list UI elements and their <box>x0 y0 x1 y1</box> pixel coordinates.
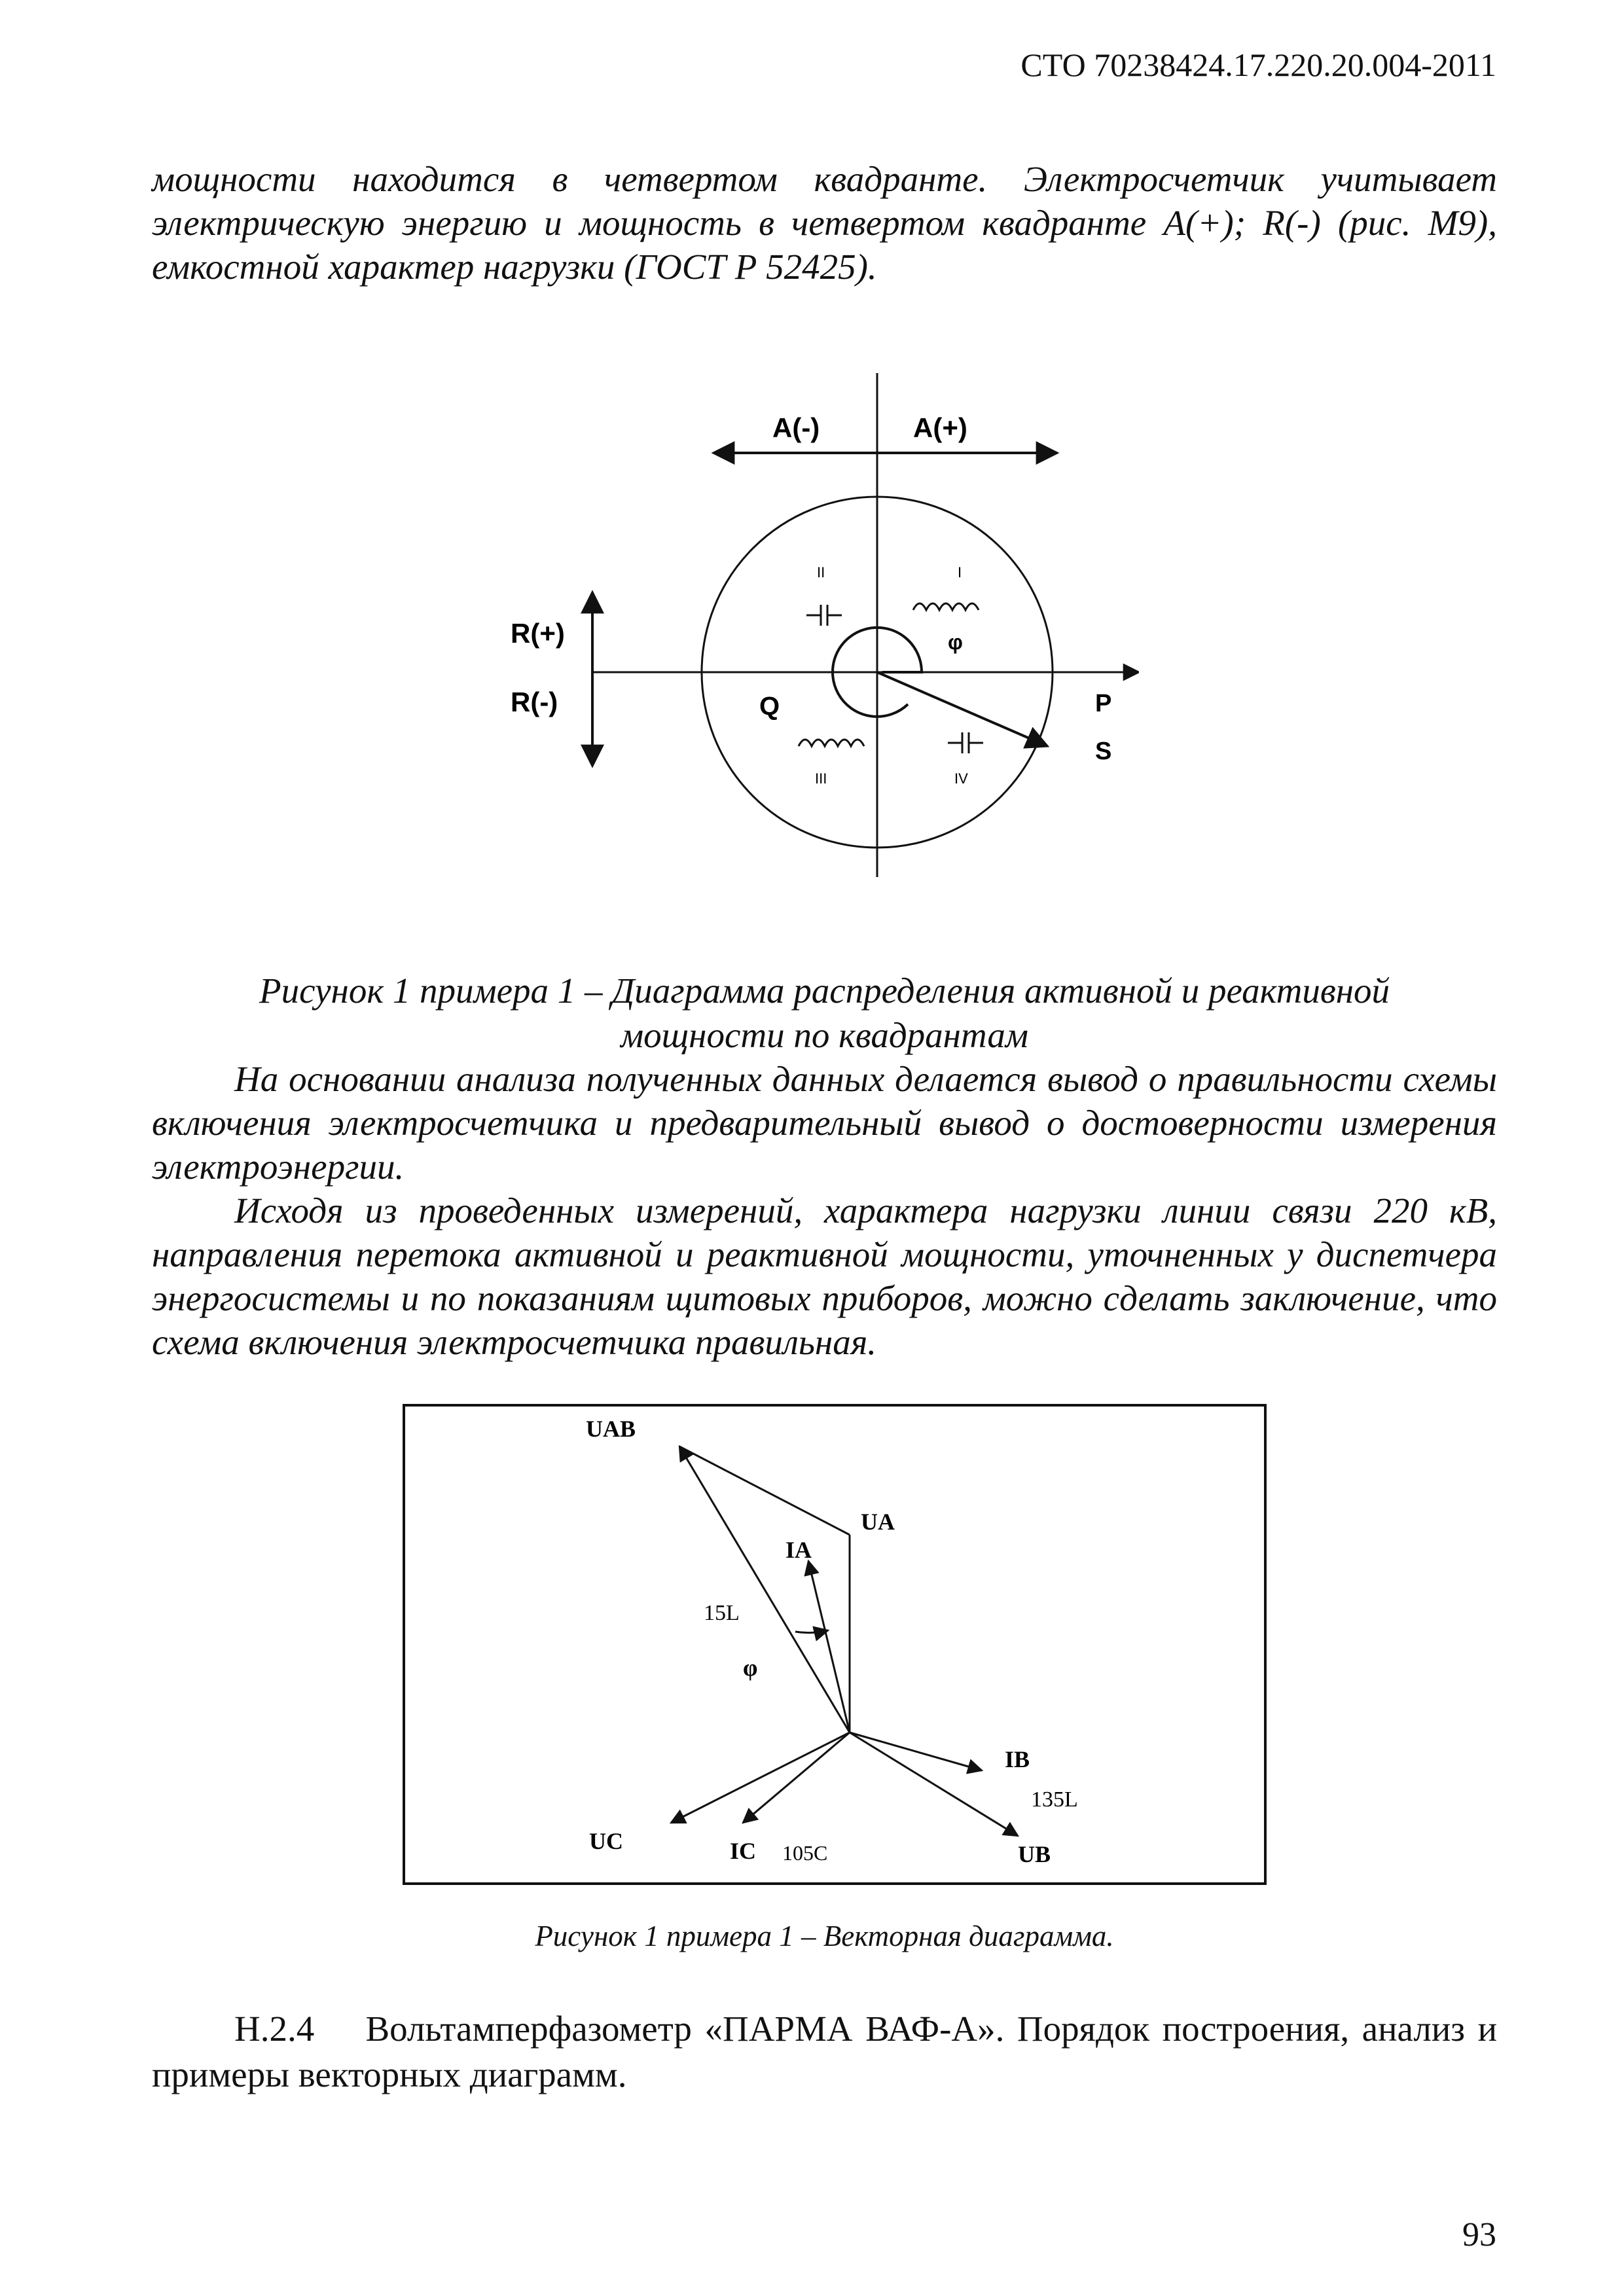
label-angle-ic: 105C <box>782 1841 828 1865</box>
label-uab: UAB <box>586 1416 636 1442</box>
ib-vector <box>850 1732 982 1770</box>
label-uc: UC <box>589 1828 623 1854</box>
body-text <box>152 1057 1497 1364</box>
section-heading <box>152 2006 1497 2098</box>
capacitor-icon <box>948 732 983 753</box>
ub-vector <box>850 1732 1018 1836</box>
body-paragraph: Исходя из проведенных измерений, характера нагрузки линии связи 220 кВ, направления перетока активной и реактивной мощности, уточненных у диспетчера энергосистемы и по показаниям щитовых приборов, можно сделать заключение, что схема включения электросчетчика правильная. <box>152 1191 1497 1362</box>
label-a-minus: A(-) <box>772 412 820 443</box>
label-phi: φ <box>948 630 963 654</box>
phi-angle-arc <box>795 1630 828 1633</box>
quadrant-diagram <box>484 367 1139 903</box>
label-r-plus: R(+) <box>511 618 565 649</box>
vector-diagram <box>403 1404 1267 1885</box>
label-phi: φ <box>743 1655 758 1681</box>
label-s: S <box>1095 738 1112 765</box>
label-angle-ia: 15L <box>704 1601 740 1625</box>
figure-caption-vector: Рисунок 1 примера 1 – Векторная диаграмма. <box>535 1920 1114 1952</box>
diagram-frame <box>404 1405 1265 1884</box>
label-ub: UB <box>1018 1841 1051 1867</box>
page-number: 93 <box>1462 2216 1496 2253</box>
inductor-icon <box>913 603 979 610</box>
label-ia: IA <box>785 1537 812 1563</box>
capacitor-icon <box>806 605 842 626</box>
caption-line-1: Рисунок 1 примера 1 – Диаграмма распределения активной и реактивной <box>259 971 1390 1011</box>
label-r-minus: R(-) <box>511 687 558 717</box>
label-ic: IC <box>730 1838 757 1864</box>
quadrant-2-label: II <box>817 564 825 581</box>
label-p: P <box>1095 690 1112 717</box>
quadrant-1-label: I <box>958 564 962 581</box>
quadrant-3-label: III <box>815 770 827 787</box>
inductor-icon <box>799 740 864 746</box>
label-a-plus: A(+) <box>913 412 967 443</box>
section-text: Вольтамперфазометр «ПАРМА ВАФ-А». Порядок построения, анализ и примеры векторных диаграмм. <box>152 2009 1498 2094</box>
section-number: Н.2.4 <box>234 2009 315 2049</box>
caption-line-2: мощности по квадрантам <box>621 1015 1028 1055</box>
body-paragraph: На основании анализа полученных данных делается вывод о правильности схемы включения электросчетчика и предварительный вывод о достоверности измерения электроэнергии. <box>152 1059 1497 1187</box>
label-ib: IB <box>1005 1746 1030 1772</box>
quadrant-4-label: IV <box>954 770 968 787</box>
figure-caption-quadrants <box>152 969 1497 1058</box>
intro-text: мощности находится в четвертом квадранте. Электросчетчик учитывает электрическую энергию и мощность в четвертом квадранте А(+); R(-) (рис. М9), емкостной характер нагрузки (ГОСТ Р 52425). <box>152 159 1497 287</box>
ia-vector <box>808 1561 850 1732</box>
label-q: Q <box>759 692 780 721</box>
document-code-header: СТО 70238424.17.220.20.004-2011 <box>1020 46 1496 83</box>
label-ua: UA <box>861 1509 895 1535</box>
intro-paragraph <box>152 157 1497 289</box>
uab-vector <box>679 1446 850 1732</box>
label-angle-ib: 135L <box>1031 1787 1078 1812</box>
